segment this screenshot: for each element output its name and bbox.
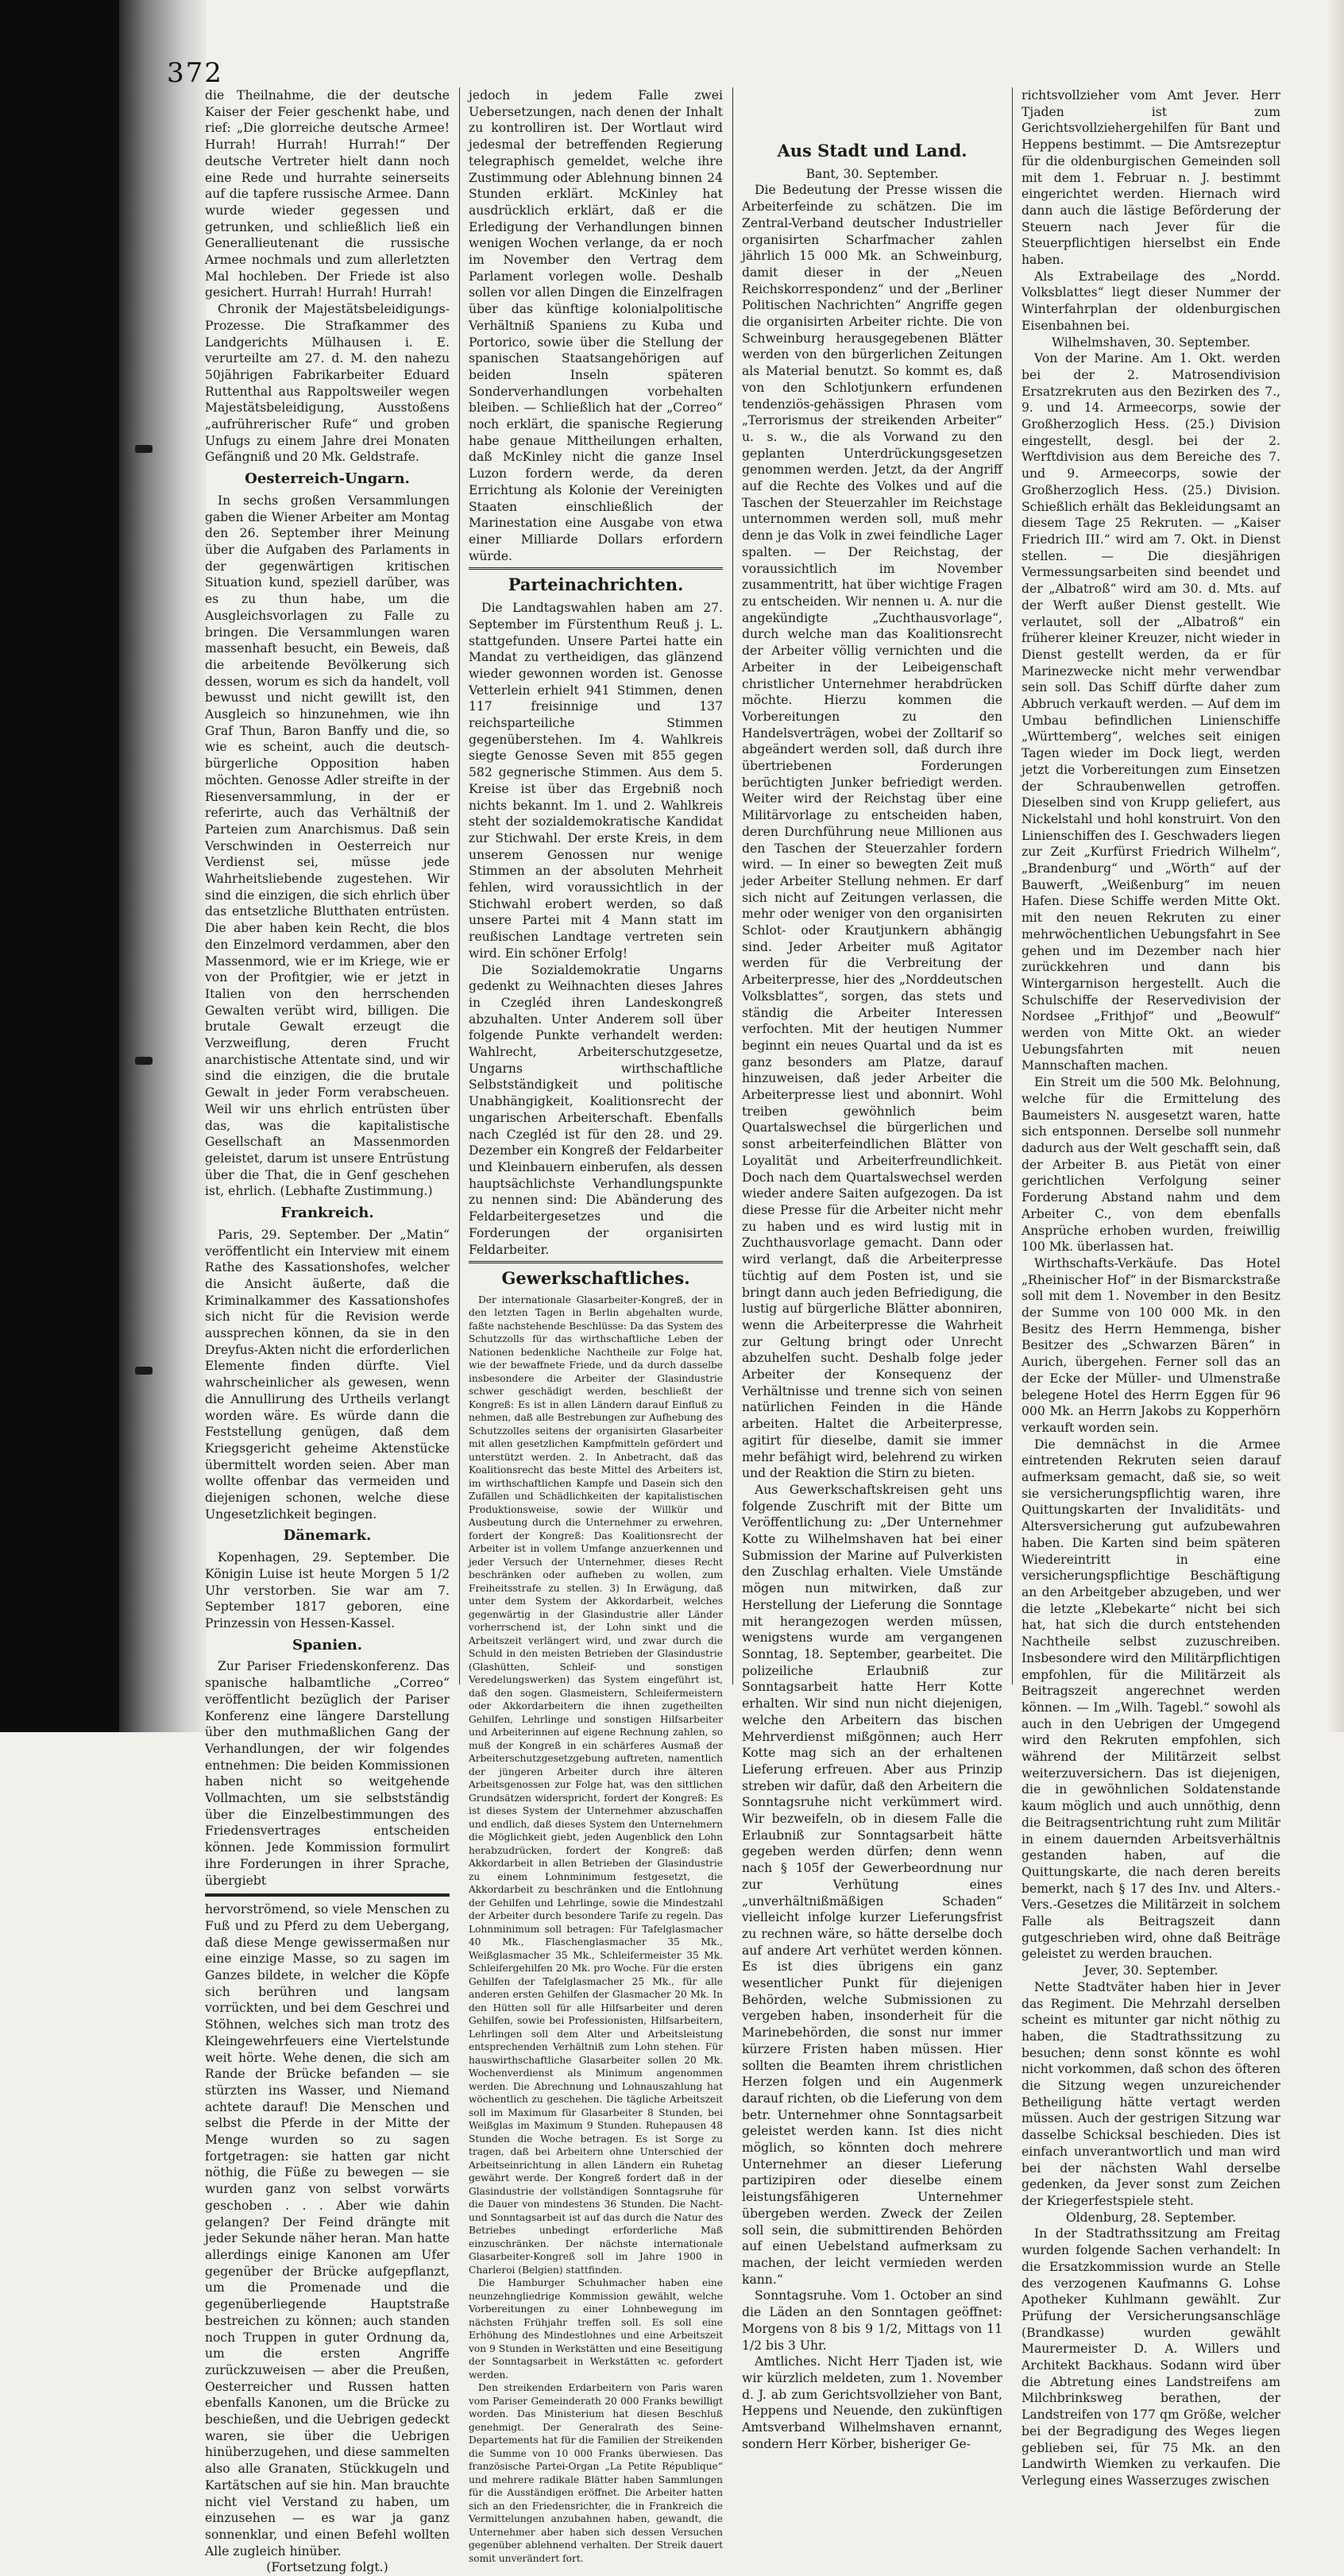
article-text: Der internationale Glasarbeiter-Kongreß, der in den letzten Tagen in Berlin abgehalten wurde, faßte nachstehende Beschlüsse: Da das System des Schutzzolls für das wirthschaftliche Leben der Nationen bedenkliche Nachtheile zur Folge hat, wie der bewaffnete Friede, und da durch dasselbe insbesondere die Arbeiter der Glasindustrie schwer geschädigt werden, beschließt der Kongreß: Es ist in allen Ländern darauf Einfluß zu nehmen, daß alle Bestrebungen zur Aufhebung des Schutzzolles seitens der organisirten Glasarbeiter mit allen gesetzlichen Kampfmitteln gefördert und unterstützt werden. 2. In Anbetracht, daß das Koalitionsrecht das beste Mittel des Arbeiters ist, im wirthschaftlichen Kampfe und Dasein sich den Zufällen und Schädlichkeiten der kapitalistischen Produktionsweise, sowie der Willkür und Ausbeutung durch die Unternehmer zu erwehren, fordert der Kongreß: Das Koalitionsrecht der Arbeiter ist in vollem Umfange anzuerkennen und jeder Versuch der Unternehmer, dieses Recht beschränken oder aufheben zu wollen, zum Freiheitsstrafe zu stellen. 3) In Erwägung, daß unter dem System der Akkordarbeit, welches gegenwärtig in der Glasindustrie aller Länder vorherrschend ist, der Lohn sinkt und die Arbeitszeit verlängert wird, und zwar durch die Schuld in den meisten Betrieben der Glasindustrie (Glashütten, Schleif- und sonstigen Veredelungswerken) das System eingeführt ist, daß den sogen. Glasmeistern, Schleifermeistern oder Akkordarbeitern die ihnen zugetheilten Gehilfen, Lehrlinge und sonstigen Hilfsarbeiter und Arbeiterinnen auf eigene Rechnung zahlen, so muß der Kongreß in ein schärferes Ausmaß der Arbeiterschutzgesetzgebung auftreten, namentlich der jüngeren Arbeiter durch ihre älteren Arbeitsgenossen zur Folge hat, was den sittlichen Grundsätzen widerspricht, fordert der Kongreß: Es ist dieses System der Unternehmer abzuschaffen und endlich, daß dieses System den Unternehmern die Möglichkeit giebt, jeden Augenblick den Lohn herabzudrücken, fordert der Kongreß: daß Akkordarbeit in allen Betrieben der Glasindustrie zu einem Lohnminimum festgesetzt, die Akkordarbeit zu beschränken und die Entlohnung der Gehilfen und Lehrlinge, sowie die Mindestzahl der Arbeiter durch besondere Tarife zu regeln. Das Lohnminimum soll betragen: Für Tafelglasmacher 40 Mk., Flaschenglasmacher 35 Mk., Weißglasmacher 35 Mk., Schleifermeister 35 Mk. Schleifergehilfen 20 Mk. pro Woche. Für die ersten Gehilfen der Tafelglasmacher 25 Mk., für alle anderen ersten Gehilfen der Glasmacher 20 Mk. In den Hütten soll für alle Hilfsarbeiter und deren Gehilfen, sowie bei Professionisten, Hilfsarbeitern, Lehrlingen soll dem Alter und Arbeitsleistung entsprechenden Verhältniß zum Lohn stehen. Für hauswirthschaftliche Glasarbeiter sollen 20 Mk. Wochenverdienst als Minimum angenommen werden. Die Abrechnung und Lohnauszahlung hat wöchentlich zu geschehen. Die tägliche Arbeitszeit soll im Maximum für Glasarbeiter 8 Stunden, bei Weißglas im Maximum 9 Stunden. Ruhepausen 48 Stunden die Woche betragen. Es ist Sorge zu tragen, daß bei Arbeitern ohne Unterschied der Arbeitseinrichtung in allen Ländern ein Ruhetag gewährt werde. Der Kongreß fordert daß in der Glasindustrie der vollständigen Sonntagsruhe für die Dauer von mindestens 36 Stunden. Die Nacht- und Sonntagsarbeit ist auf das durch die Natur des Betriebes unbedingt erforderliche Maß einzuschränken. Der nächste internationale Glasarbeiter-Kongreß soll im Jahre 1900 in Charleroi (Belgien) stattfinden.: [469, 1294, 723, 2276]
dateline: Bant, 30. September.: [805, 166, 939, 181]
section-divider: [469, 567, 723, 570]
article-text: Die demnächst in die Armee eintretenden Rekruten seien darauf aufmerksam gemacht, daß sie, so weit sie versicherungspflichtig waren, ihre Quittungskarten der Invaliditäts- und Altersversicherung gut aufzubewahren haben. Die Karten sind beim späteren Wiedereintritt in eine versicherungspflichtige Beschäftigung an den Arbeitgeber abzugeben, und wer die letzte „Klebekarte“ nicht bei sich hat, hat sich die durch entstehenden Nachtheile selbst zuzuschreiben. Insbesondere wird den Militärpflichtigen empfohlen, für die Militärzeit als Beitragszeit angerechnet werden können. — Im „Wilh. Tagebl.“ sowohl als auch in den Uebrigen der Umgegend wird den Rekruten empfohlen, sich während der Militärzeit selbst weiterzuversichern. Das ist diejenigen, die in gewöhnlichen Soldatenstande kaum möglich und auch unnöthig, denn die Beitragsentrichtung ruht zum Militär in einem dauernden Arbeitsverhältnis gestanden haben, auf die Quittungskarte, die nach deren bereits bemerkt, nach § 17 des Inv. und Alters.-Vers.-Gesetzes die Militärzeit in solchem Falle als Beitragszeit dann gutgeschrieben wird, ohne daß Beiträge geleistet zu werden brauchen.: [1022, 1437, 1280, 1962]
article-text: In sechs großen Versammlungen gaben die Wiener Arbeiter am Montag den 26. September ihrer Meinung über die Aufgaben des Parlaments in der gegenwärtigen kritischen Situation kund, speziell darüber, was es zu thun habe, um die Ausgleichsvorlagen zu Falle zu bringen. Die Versammlungen waren massenhaft besucht, ein Beweis, daß die arbeitende Bevölkerung sich dessen, worum es sich da handelt, voll bewusst und nicht gewillt ist, den Ausgleich so hinzunehmen, wie ihn Graf Thun, Baron Banffy und die, so wie es scheint, auch die deutsch-bürgerliche Opposition haben möchten. Genosse Adler streifte in der Riesenversammlung, in der er referirte, auch das Verhältniß der Parteien zum Anarchismus. Daß sein Verschwinden in Oesterreich nur Verdienst sei, müsse jede Wahrheitsliebende zugestehen. Wir sind die einzigen, die sich ehrlich über das entsetzliche Blutthaten entrüsten. Die aber haben kein Recht, die blos den Einzelmord verdammen, aber den Massenmord, wie er im Kriege, wie er von der Profitgier, wie er jetzt in Italien von den herrschenden Gewalten verübt wird, billigen. Die brutale Gewalt erzeugt die Verzweiflung, deren Frucht anarchistische Attentate sind, und wir sind die einzigen, die die brutale Gewalt in jeder Form verabscheuen. Weil wir uns ehrlich entrüsten über das, was die kapitalistische Gesellschaft an Massenmorden geleistet, darum ist unsere Entrüstung über die That, die in Genf geschehen ist, ehrlich. (Lebhafte Zustimmung.): [205, 493, 450, 1199]
section-heading: Oesterreich-Ungarn.: [245, 470, 410, 488]
section-heading: Parteinachrichten.: [508, 574, 684, 595]
article-text: Die Bedeutung der Presse wissen die Arbeiterfeinde zu schätzen. Die im Zentral-Verband deutscher Industrieller organisirten Scharfmacher zahlen jährlich 15 000 Mk. an Schweinburg, damit dieser in der „Neuen Reichskorrespondenz“ und der „Berliner Politischen Nachrichten“ Angriffe gegen die organisirten Arbeiter richte. Die von Schweinburg herausgegebenen Blätter werden von den bürgerlichen Zeitungen als Material benutzt. So kommt es, daß von den Schlotjunkern erfundenen tendenziös-gehässigen Phrasen vom „Terrorismus der streikenden Arbeiter“ u. s. w., die als Vorwand zu den geplanten Unterdrückungsgesetzen genommen werden. Jetzt, da der Angriff auf die Rechte des Volkes und auf die Taschen der Steuerzahler im Reichstage unternommen werden soll, muß mehr denn je das Volk in zwei feindliche Lager spalten. — Der Reichstag, der voraussichtlich im November zusammentritt, hat über wichtige Fragen zu entscheiden. Wir nennen u. A. nur die angekündigte „Zuchthausvorlage“, durch welche man das Koalitionsrecht der Arbeiter völlig vernichten und die Arbeiter in der Leibeigenschaft christlicher Unternehmer herabdrücken möchte. Hierzu kommen die Vorbereitungen zu den Handelsverträgen, wobei der Zolltarif so abgeändert werden soll, daß durch ihre übertriebenen Forderungen berüchtigten Junker befriedigt werden. Weiter wird der Reichstag über eine Militärvorlage zu entscheiden haben, deren Durchführung neue Millionen aus den Taschen der Steuerzahler fordern wird. — In einer so bewegten Zeit muß jeder Arbeiter Stellung nehmen. Er darf sich nicht auf Zeitungen verlassen, die mehr oder weniger von den organisirten Schlot- oder Krautjunkern abhängig sind. Jeder Arbeiter muß Agitator werden für die Verbreitung der Arbeiterpresse, hier des „Norddeutschen Volksblattes“, sorgen, das stets und ständig die Arbeiter Interessen verfochten. Mit der heutigen Nummer beginnt ein neues Quartal und da ist es ganz besonders am Platze, darauf hinzuweisen, daß jeder Arbeiter die Arbeiterpresse liest und abonnirt. Wohl treiben gewöhnlich beim Quartalswechsel die bürgerlichen und sonst arbeiterfeindlichen Blätter von Loyalität und Arbeiterfreundlichkeit. Doch nach dem Quartalswechsel werden wieder andere Saiten aufgezogen. Da ist diese Presse für die Arbeiter nicht mehr zu haben und es wird lustig mit in Zuchthausvorlage gemacht. Dann oder wird verlangt, daß die Arbeiterpresse tüchtig auf dem Posten ist, und sie bringt dann auch jeden Befriedigung, die lustig auf bürgerliche Blätter abonniren, wenn die Arbeiterpresse die Wahrheit zur Geltung bringt oder Unrecht abzuhelfen sucht. Deshalb folge jeder Arbeiter der Konsequenz der Verhältnisse und trenne sich von seinen natürlichen Feinden in die Hände arbeiten. Haltet die Arbeiterpresse, agitirt für dieselbe, damit sie immer mehr befähigt wird, belehrend zu wirken und der Reaktion die Stirn zu bieten.: [742, 183, 1002, 1481]
column-1: [205, 87, 450, 2575]
page-number: 372: [167, 57, 223, 89]
article-text: richtsvollzieher vom Amt Jever. Herr Tjaden ist zum Gerichtsvollziehergehilfen für Bant und Heppens bestimmt. — Die Amtsrezeptur für die oldenburgischen Gemeinden soll mit dem 1. Februar n. J. bestimmt eingerichtet werden. Hiernach wird dann auch die lästige Beförderung der Steuern nach Jever für die Steuerpflichtigen hierselbst ein Ende haben.: [1022, 88, 1280, 268]
section-heading: Dänemark.: [283, 1527, 372, 1545]
article-text: Die Sozialdemokratie Ungarns gedenkt zu Weihnachten dieses Jahres in Czegléd ihren Landeskongreß abzuhalten. Unter Anderem soll über folgende Punkte verhandelt werden: Wahlrecht, Arbeiterschutzgesetze, Ungarns wirthschaftliche Selbstständigkeit und politische Unabhängigkeit, Koalitionsrecht der ungarischen Arbeiterschaft. Ebenfalls nach Czegléd ist für den 28. und 29. Dezember ein Kongreß der Feldarbeiter und Kleinbauern einberufen, als dessen hauptsächlichste Verhandlungspunkte zu nennen sind: Die Abänderung des Feldarbeitergesetzes und die Forderungen der organisirten Feldarbeiter.: [469, 962, 723, 1257]
feuilleton-divider: [205, 1893, 450, 1897]
section-heading: Frankreich.: [280, 1205, 374, 1222]
section-divider: [469, 1261, 723, 1263]
article-text: Den streikenden Erdarbeitern von Paris waren vom Pariser Gemeinderath 20 000 Franks bewilligt worden. Das Ministerium hat diesen Beschluß genehmigt. Der Generalrath des Seine-Departements hat für die Familien der Streikenden die Summe von 10 000 Franks überwiesen. Das französische Partei-Organ „La Petite République“ und mehrere radikale Blätter haben Sammlungen für die Ausständigen eröffnet. Die Arbeiter hatten sich an den Friedensrichter, die in Frankreich die Vermittelungen anzubahnen haben, gewandt, die Unternehmer aber haben sich dessen Versuchen gegenüber ablehnend verhalten. Der Streik dauert somit unverändert fort.: [469, 2382, 723, 2564]
dateline: Oldenburg, 28. September.: [1065, 2210, 1237, 2225]
binding-hole: [135, 1057, 153, 1065]
dateline: Jever, 30. September.: [1083, 1963, 1218, 1978]
column-rule: [459, 87, 460, 1684]
binding-hole: [135, 445, 153, 453]
article-text: Kopenhagen, 29. September. Die Königin Luise ist heute Morgen 5 1/2 Uhr verstorben. Sie war am 7. September 1817 geboren, eine Prinzessin von Hessen-Kassel.: [205, 1550, 450, 1630]
article-text: Chronik der Majestätsbeleidigungs-Prozesse. Die Strafkammer des Landgerichts Mülhausen i. E. verurteilte am 27. d. M. den nahezu 50jährigen Fabrikarbeiter Eduard Ruttenthal aus Rappoltsweiler wegen Majestätsbeleidigung, Ausstoßens „aufrührerischer Rufe“ und groben Unfugs zu einem Jahre drei Monaten Gefängniß und 20 Mk. Geldstrafe.: [205, 302, 450, 465]
article-text: In der Stadtrathssitzung am Freitag wurden folgende Sachen verhandelt: In die Ersatzkommission wurde an Stelle des verzogenen Kaufmanns G. Lohse Apotheker Kuhlmann gewählt. Zur Prüfung der Versicherungsanschläge (Brandkasse) wurden gewählt Maurermeister D. A. Willers und Architekt Backhaus. Sodann wird über die Abtretung eines Landstreifens am Milchbrinksweg berathen, der Landstreifen von 177 qm Größe, welcher bei der Begradigung des Weges liegen geblieben sei, für 75 Mk. an den Landwirth Wiemken zu verkaufen. Die Verlegung eines Wasserzuges zwischen: [1022, 2226, 1280, 2488]
article-text: jedoch in jedem Falle zwei Uebersetzungen, nach denen der Inhalt zu kontrolliren ist. Der Wortlaut wird jedesmal der betreffenden Regierung telegraphisch gemeldet, welche ihre Zustimmung oder Ablehnung binnen 24 Stunden erklärt. McKinley hat ausdrücklich erklärt, daß er die Erledigung der Verhandlungen binnen wenigen Wochen verlange, da er noch im November den Vertrag dem Parlament vorlegen wolle. Deshalb sollen vor allen Dingen die Einzelfragen über das künftige kolonialpolitische Verhältniß Spaniens zu Kuba und Portorico, sowie über die Stellung der spanischen Staatsangehörigen auf beiden Inseln späteren Sonderverhandlungen vorbehalten bleiben. — Schließlich hat der „Correo“ noch erklärt, die spanische Regierung habe genaue Mittheilungen erhalten, daß McKinley nicht die ganze Insel Luzon fordern werde, da deren Errichtung als Kolonie der Vereinigten Staaten einschließlich der Marinestation eine Ausgabe von etwa einer Milliarde Dollars erfordern würde.: [469, 88, 723, 563]
article-text: Ein Streit um die 500 Mk. Belohnung, welche für die Ermittelung des Baumeisters N. ausgesetzt waren, hatte sich entsponnen. Derselbe soll nunmehr dadurch aus der Welt geschafft sein, daß der Arbeiter B. aus Pietät von einer gerichtlichen Verfolgung seiner Forderung Abstand nahm und dem Arbeiter C., von dem ebenfalls Ansprüche erhoben wurden, freiwillig 100 Mk. überlassen hat.: [1022, 1075, 1280, 1255]
feuilleton-text: hervorströmend, so viele Menschen zu Fuß und zu Pferd zu dem Uebergang, daß diese Menge gewissermaßen nur eine einzige Masse, so zu sagen im Ganzes bildete, in welcher die Köpfe sich berühren und langsam vorrückten, und bei dem Geschrei und Stöhnen, welches sich man trotz des Kleingewehrfeuers eine Viertelstunde weit hörte. Wehe denen, die sich am Rande der Brücke befanden — sie stürzten ins Wasser, und Niemand achtete darauf! Die Menschen und selbst die Pferde in der Mitte der Menge wurden so zu sagen fortgetragen: sie hatten gar nicht nöthig, die Füße zu bewegen — sie wurden ganz von selbst vorwärts geschoben . . . Aber wie dahin gelangen? Der Feind drängte mit jeder Sekunde näher heran. Man hatte allerdings einige Kanonen am Ufer gegenüber der Brücke aufgepflanzt, um die Promenade und die gegenüberliegende Hauptstraße bestreichen zu können; auch standen noch Truppen in guter Ordnung da, um die ersten Angriffe zurückzuweisen — aber die Preußen, Oesterreicher und Russen hatten ebenfalls Kanonen, um die Brücke zu beschießen, und die Uebrigen gedeckt waren, sie über die Uebrigen hinüberzugehen, und diese sammelten also alle Granaten, Stückkugeln und Kartätschen auf sie hin. Man brauchte nicht viel Verstand zu haben, um einzusehen — es war ja ganz sonnenklar, und einen Befehl wollten Alle zugleich hinüber.: [205, 1902, 450, 2559]
section-heading: Spanien.: [292, 1636, 362, 1654]
article-text: die Theilnahme, die der deutsche Kaiser der Feier geschenkt habe, und rief: „Die glorreiche deutsche Armee! Hurrah! Hurrah! Hurrah!“ Der deutsche Vertreter hielt dann noch eine Rede und hurrahte seinerseits auf die tapfere russische Armee. Dann wurde wieder gegessen und getrunken, und schließlich ließ ein Generallieutenant die russische Armee nochmals und zum allerletzten Mal hochleben. Der Friede ist also gesichert. Hurrah! Hurrah! Hurrah!: [205, 88, 450, 300]
article-text: Aus Gewerkschaftskreisen geht uns folgende Zuschrift mit der Bitte um Veröffentlichung zu: „Der Unternehmer Kotte zu Wilhelmshaven hat bei einer Submission der Marine auf Pulverkisten den Zuschlag erhalten. Viele Umstände mögen nun mitwirken, daß zur Herstellung der Lieferung die Sonntage mit herangezogen werden müssen, wenigstens wurde am vergangenen Sonntag, 18. September, gearbeitet. Die polizeiliche Erlaubniß zur Sonntagsarbeit hatte Herr Kotte erhalten. Wir sind nun nicht diejenigen, welche den Arbeitern das bischen Mehrverdienst mißgönnen; auch Herr Kotte mag sich an der erhaltenen Lieferung erfreuen. Aber aus Prinzip streben wir dafür, daß den Arbeitern die Sonntagsruhe nicht verkümmert wird. Wir bezweifeln, ob in diesem Falle die Erlaubniß zur Sonntagsarbeit hätte gegeben werden dürfen; denn wenn nach § 105f der Gewerbeordnung nur zur Verhütung eines „unverhältnißmäßigen Schaden“ vielleicht infolge kurzer Lieferungsfrist zu rechnen wäre, so hätte derselbe doch auf andere Art verhütet werden können. Es ist dies übrigens ein ganz wesentlicher Punkt für diejenigen Behörden, welche Submissionen zu vergeben haben, insonderheit für die Marinebehörden, die sonst nur immer kürzere Fristen haben müssen. Hier sollten die Beamten ihrem christlichen Herzen folgen und ein Augenmerk darauf richten, ob die Lieferung von dem betr. Unternehmer ohne Sonntagsarbeit geleistet werden kann. Ist dies nicht möglich, so könnten doch mehrere Unternehmer an dieser Lieferung partizipiren oder dieselbe einem leistungsfähigeren Unternehmer übergeben werden. Zweck der Zeilen soll sein, die submittirenden Behörden auf einen Uebelstand aufmerksam zu machen, der leicht vermieden werden kann.“: [742, 1482, 1002, 2287]
article-text: Paris, 29. September. Der „Matin“ veröffentlicht ein Interview mit einem Rathe des Kassationshofes, welcher die Ansicht äußerte, daß die Kriminalkammer des Kassationshofes sich nicht für die Revision werde aussprechen können, da sie in den Dreyfus-Akten nicht die erforderlichen Elemente finden dürfte. Viel wahrscheinlicher als gewesen, wenn die Annullirung des Urtheils verlangt worden wäre. Es würde dann die Feststellung genügen, daß dem Kriegsgericht geheime Aktenstücke übermittelt worden seien. Aber man wollte offenbar das vermeiden und diejenigen schonen, welche diese Ungesetzlichkeit begingen.: [205, 1227, 450, 1522]
binding-hole: [135, 1367, 153, 1375]
column-4: [1022, 87, 1280, 2488]
scan-black-edge: [0, 0, 127, 1732]
small-print-block: [469, 1294, 723, 2566]
article-text: Sonntagsruhe. Vom 1. October an sind die Läden an den Sonntagen geöffnet: Morgens von 8 bis 9 1/2, Mittags von 11 1/2 bis 3 Uhr.: [742, 2288, 1002, 2353]
article-text: Wirthschafts-Verkäufe. Das Hotel „Rheinischer Hof“ in der Bismarckstraße soll mit dem 1. November in den Besitz der Summe von 100 000 Mk. in den Besitz des Herrn Hemmenga, bisher Besitzer des „Schwarzen Bären“ in Aurich, übergehen. Ferner soll das an der Ecke der Müller- und Ulmenstraße belegene Hotel des Herrn Eggen für 96 000 Mk. an Herrn Jakobs zu Kopperhörn verkauft worden sein.: [1022, 1255, 1280, 1435]
dateline: Wilhelmshaven, 30. September.: [1052, 335, 1250, 350]
column-3: [742, 87, 1002, 2451]
article-text: Von der Marine. Am 1. Okt. werden bei der 2. Matrosendivision Ersatzrekruten aus den Bezirken des 7., 9. und 14. Armeecorps, sowie der Großherzoglich Hess. (25.) Division eingestellt, desgl. bei der 2. Werftdivision aus dem Bereiche des 7. und 9. Armeecorps, sowie der Großherzoglich Hess. (25.) Division. Schießlich erhält das Bekleidungsamt an diesem Tage 25 Rekruten. — „Kaiser Friedrich III.“ wird am 7. Okt. in Dienst stellen. — Die diesjährigen Vermessungsarbeiten sind beendet und der „Albatroß“ wird am 30. d. Mts. auf der Werft außer Dienst gestellt. Wie verlautet, soll der „Albatroß“ ein früherer kleiner Kreuzer, nicht wieder in Dienst gestellt werden, da er für Marinezwecke nicht mehr verwendbar sein soll. Das Schiff dürfte daher zum Abbruch verkauft werden. — Auf dem im Umbau befindlichen Linienschiffe „Württemberg“, welches seit einigen Tagen wieder im Dock liegt, werden jetzt die Vorbereitungen zum Einsetzen der Schraubenwellen getroffen. Dieselben sind von Krupp geliefert, aus Nickelstahl und hohl konstruirt. Von den Linienschiffen des I. Geschwaders liegen zur Zeit „Kurfürst Friedrich Wilhelm“, „Brandenburg“ und „Wörth“ auf der Bauwerft, „Weißenburg“ im neuen Hafen. Diese Schiffe werden Mitte Okt. mit den neuen Rekruten zu einer mehrwöchentlichen Uebungsfahrt in See gehen und im Dezember nach hier zurückkehren und dann bis Wintergarnison hergestellt. Auch die Schulschiffe der Reservedivision der Nordsee „Frithjof“ und „Beowulf“ werden von Mitte Okt. an wieder Uebungsfahrten mit neuen Mannschaften machen.: [1022, 351, 1280, 1073]
article-text: Amtliches. Nicht Herr Tjaden ist, wie wir kürzlich meldeten, zum 1. November d. J. ab zum Gerichtsvollzieher von Bant, Heppens und Neuende, den zukünftigen Amtsverband Wilhelmshaven ernannt, sondern Herr Körber, bisheriger Ge-: [742, 2354, 1002, 2451]
article-text: Als Extrabeilage des „Nordd. Volksblattes“ liegt dieser Nummer der Winterfahrplan der oldenburgischen Eisenbahnen bei.: [1022, 269, 1280, 333]
article-text: Die Hamburger Schuhmacher haben eine neunzehngliedrige Kommission gewählt, welche Vorbereitungen zu einer Lohnbewegung im nächsten Frühjahr treffen soll. Es soll eine Erhöhung des Mindestlohnes und eine Arbeitszeit von 9 Stunden in Werkstätten und eine Beseitigung der Sonntagsarbeit in Werkstätten ꝛc. gefordert werden.: [469, 2277, 723, 2381]
section-heading: Gewerkschaftliches.: [501, 1268, 690, 1289]
article-text: Nette Stadtväter haben hier in Jever das Regiment. Die Mehrzahl derselben scheint es mitunter gar nicht nöthig zu haben, die Stadtrathssitzung zu besuchen; denn sonst könnte es wohl nicht vorkommen, daß schon des öfteren die Sitzung wegen unzureichender Betheiligung hätte vertagt werden müssen. Auch der gestrigen Sitzung war dasselbe Schicksal beschieden. Dies ist einfach unverantwortlich und man wird bei der nächsten Wahl derselbe gedenken, da Jever sonst zum Zeichen der Kriegerfestspiele steht.: [1022, 1979, 1280, 2208]
section-heading: Aus Stadt und Land.: [777, 141, 967, 161]
column-rule: [1012, 87, 1013, 1684]
page-binding-shadow: [119, 0, 207, 1732]
continuation-note: (Fortsetzung folgt.): [266, 2560, 388, 2575]
column-2: [469, 87, 723, 2564]
column-rule: [732, 87, 733, 1684]
article-text: Die Landtagswahlen haben am 27. September im Fürstenthum Reuß j. L. stattgefunden. Unsere Partei hatte ein Mandat zu vertheidigen, das glänzend wieder gewonnen worden ist. Genosse Vetterlein erhielt 941 Stimmen, denen 117 freisinnige und 137 reichsparteiliche Stimmen gegenüberstehen. Im 4. Wahlkreis siegte Genosse Seven mit 855 gegen 582 gegnerische Stimmen. Aus dem 5. Kreise ist über das Ergebniß noch nichts bekannt. Im 1. und 2. Wahlkreis steht der sozialdemokratische Kandidat zur Stichwahl. Der erste Kreis, in dem unserem Genossen nur wenige Stimmen an der absoluten Mehrheit fehlen, wird voraussichtlich in der Stichwahl erobert werden, so daß unsere Partei mit 4 Mann statt im reußischen Landtage vertreten sein wird. Ein schöner Erfolg!: [469, 601, 723, 961]
page-edge-shadow: [1327, 0, 1344, 1732]
article-text: Zur Pariser Friedenskonferenz. Das spanische halbamtliche „Correo“ veröffentlicht bezüglich der Pariser Konferenz eine längere Darstellung über den muthmaßlichen Gang der Verhandlungen, der wir folgendes entnehmen: Die beiden Kommissionen haben nicht so weitgehende Vollmachten, um sie selbstständig über die Einzelbestimmungen des Friedensvertrages entscheiden können. Jede Kommission formulirt ihre Forderungen in ihrer Sprache, übergiebt: [205, 1659, 450, 1888]
